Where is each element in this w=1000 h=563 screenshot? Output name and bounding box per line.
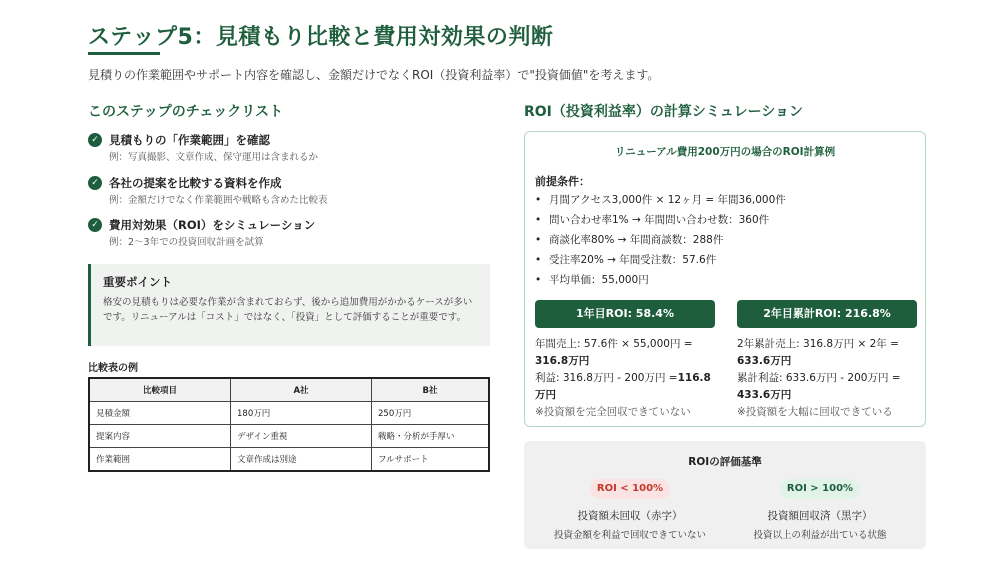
- checklist-item-title: 費用対効果（ROI）をシミュレーション: [109, 218, 316, 232]
- roi-high-desc: 投資以上の利益が出ている状態: [753, 530, 887, 541]
- page-title: ステップ5：見積もり比較と費用対効果の判断: [88, 25, 554, 50]
- year1-profit-text: 利益: 316.8万円 - 200万円 =: [535, 372, 678, 384]
- roi-low-label: 投資額未回収（赤字）: [577, 510, 683, 522]
- roi-low-desc: 投資金額を利益で回収できていない: [553, 530, 706, 541]
- list-item: • 商談化率80% → 年間商談数：288件: [535, 230, 786, 250]
- year1-roi-badge: 1年目ROI: 58.4%: [535, 300, 715, 328]
- table-row: [89, 402, 489, 425]
- roi-simulation-card: [524, 131, 926, 427]
- table-cell: デザイン重視: [231, 425, 372, 448]
- title-underline: [88, 52, 160, 55]
- table-row: [89, 448, 489, 472]
- year2-roi-badge: 2年目累計ROI: 216.8%: [737, 300, 917, 328]
- year2-sales-text: 2年累計売上: 316.8万円 × 2年 =: [737, 338, 899, 350]
- year1-calculation: [535, 336, 715, 421]
- year2-calculation: [737, 336, 917, 421]
- table-cell: 作業範囲: [89, 448, 231, 472]
- table-cell: 見積金額: [89, 402, 231, 425]
- list-item: • 平均単価：55,000円: [535, 270, 786, 290]
- conditions-label: 前提条件：: [535, 175, 590, 188]
- roi-high-badge: ROI > 100%: [780, 479, 860, 499]
- checklist-item-desc: 例：写真撮影、文章作成、保守運用は含まれるか: [109, 152, 319, 163]
- comparison-table-label: 比較表の例: [88, 363, 138, 374]
- table-cell: 提案内容: [89, 425, 231, 448]
- roi-card-title: リニューアル費用200万円の場合のROI計算例: [614, 146, 836, 158]
- table-cell: 250万円: [372, 402, 490, 425]
- criteria-title: ROIの評価基準: [688, 456, 762, 468]
- list-item: • 問い合わせ率1% → 年間問い合わせ数：360件: [535, 210, 786, 230]
- list-item: • 月間アクセス3,000件 × 12ヶ月 = 年間36,000件: [535, 190, 786, 210]
- check-circle-icon: ✓: [88, 133, 102, 147]
- comparison-table: [88, 377, 490, 472]
- table-cell: フルサポート: [372, 448, 490, 472]
- table-cell: 文章作成は別途: [231, 448, 372, 472]
- year2-profit-text: 累計利益: 633.6万円 - 200万円 =: [737, 372, 901, 384]
- year2-sales-value: 633.6万円: [737, 355, 792, 367]
- page-subtitle: 見積りの作業範囲やサポート内容を確認し、金額だけでなくROI（投資利益率）で"投資価値"を考えます。: [88, 68, 660, 82]
- important-point-title: 重要ポイント: [103, 275, 172, 289]
- table-row: [89, 425, 489, 448]
- year2-profit-value: 433.6万円: [737, 389, 792, 401]
- year1-sales-value: 316.8万円: [535, 355, 590, 367]
- check-circle-icon: ✓: [88, 176, 102, 190]
- year1-note: ※投資額を完全回収できていない: [535, 406, 691, 418]
- roi-heading: ROI（投資利益率）の計算シミュレーション: [524, 104, 804, 120]
- table-header-row: [89, 378, 489, 402]
- table-header-cell: 比較項目: [89, 378, 231, 402]
- roi-high-label: 投資額回収済（黒字）: [767, 510, 873, 522]
- checklist-item-desc: 例：2〜3年での投資回収計画を試算: [109, 237, 264, 248]
- check-circle-icon: ✓: [88, 218, 102, 232]
- checklist-item-desc: 例：金額だけでなく作業範囲や戦略も含めた比較表: [109, 195, 328, 206]
- important-point-text: 格安の見積もりは必要な作業が含まれておらず、後から追加費用がかかるケースが多いです。リニューアルは「コスト」ではなく、「投資」として評価することが重要です。: [103, 297, 473, 323]
- checklist-item-title: 見積もりの「作業範囲」を確認: [109, 133, 270, 147]
- important-point-box: [88, 264, 490, 346]
- list-item: • 受注率20% → 年間受注数：57.6件: [535, 250, 786, 270]
- roi-criteria-box: [524, 441, 926, 549]
- table-header-cell: B社: [372, 378, 490, 402]
- year2-note: ※投資額を大幅に回収できている: [737, 406, 893, 418]
- table-header-cell: A社: [231, 378, 372, 402]
- year1-sales-text: 年間売上: 57.6件 × 55,000円 =: [535, 338, 693, 350]
- checklist-item-title: 各社の提案を比較する資料を作成: [109, 176, 282, 190]
- table-cell: 戦略・分析が手厚い: [372, 425, 490, 448]
- table-cell: 180万円: [231, 402, 372, 425]
- roi-low-badge: ROI < 100%: [590, 479, 670, 499]
- year1-profit-value: 116.8万円: [535, 372, 711, 401]
- conditions-list: [535, 190, 786, 290]
- checklist-heading: このステップのチェックリスト: [88, 104, 284, 120]
